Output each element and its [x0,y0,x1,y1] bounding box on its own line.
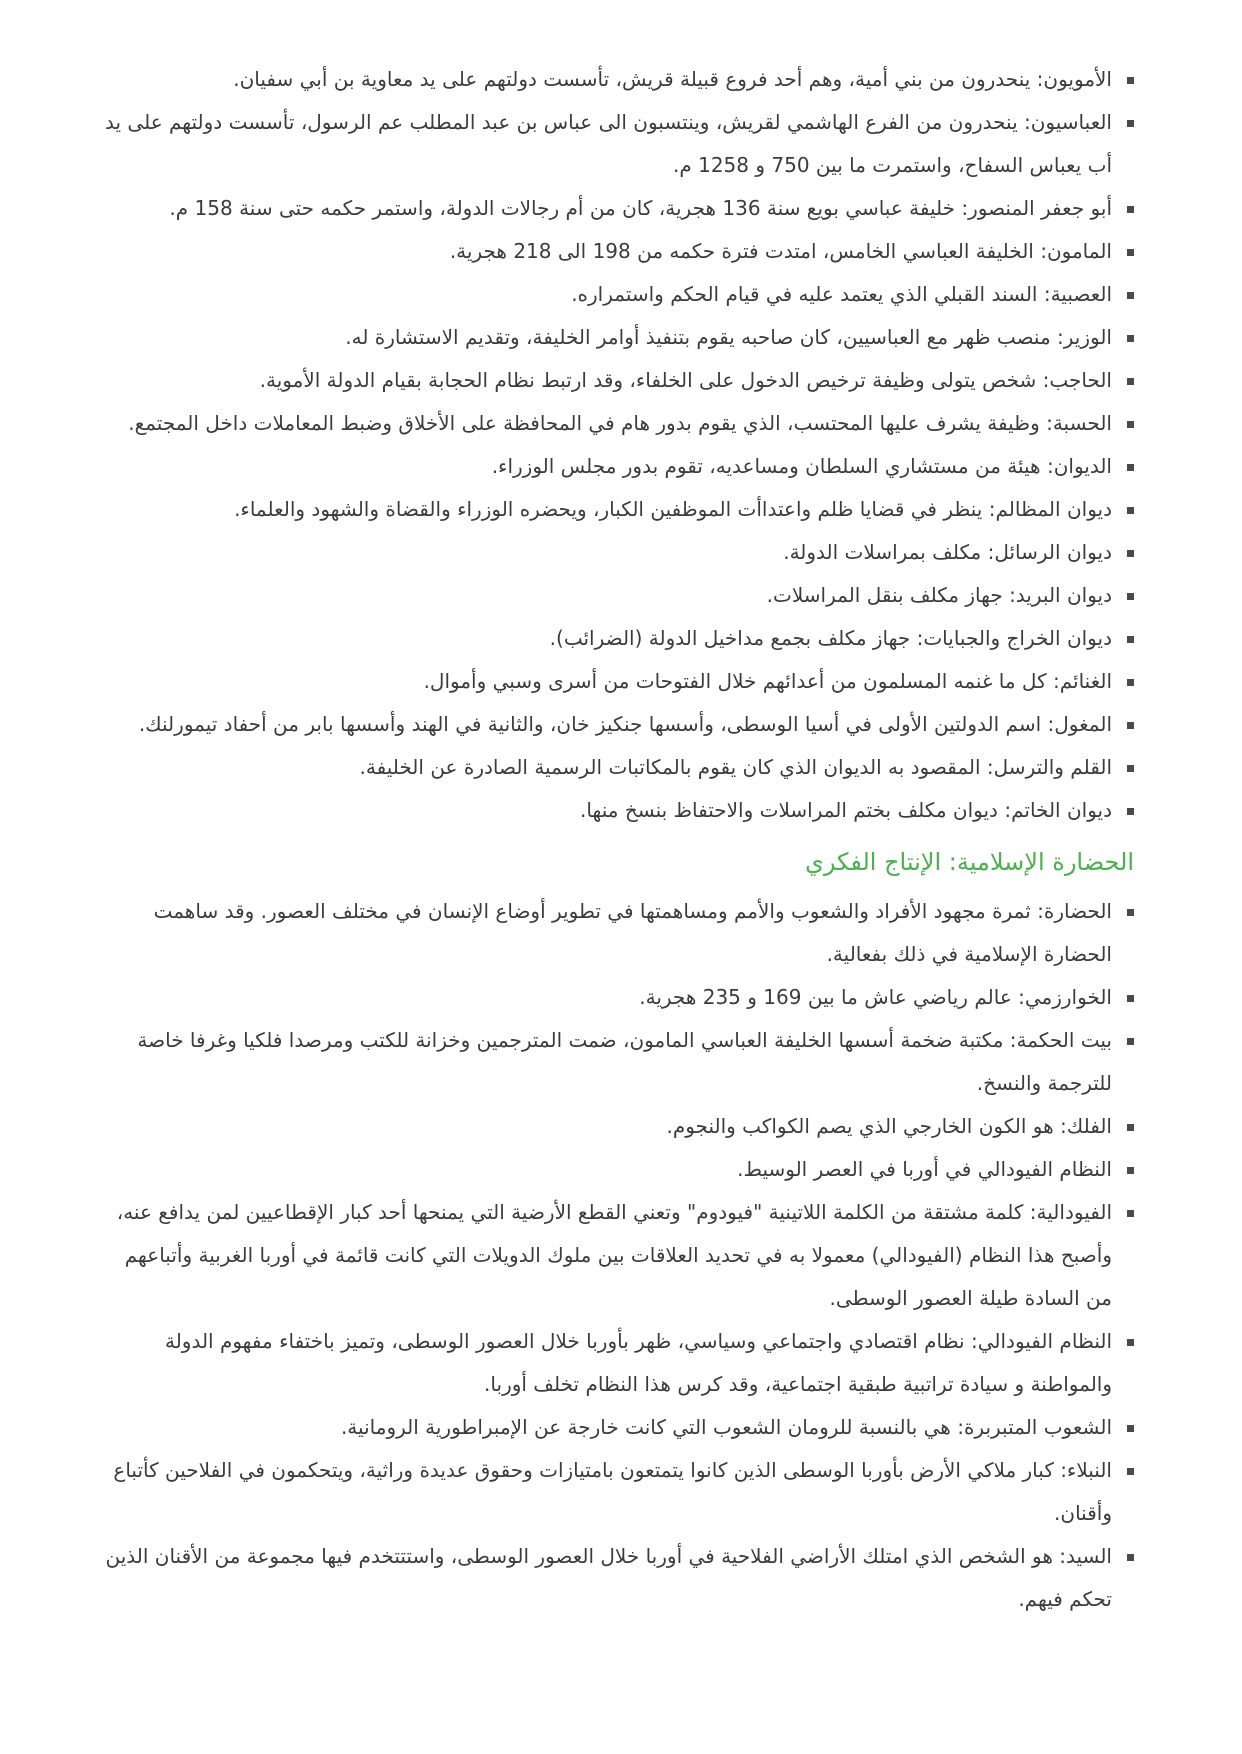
list-item-text: الحضارة: ثمرة مجهود الأفراد والشعوب والأمم ومساهمتها في تطوير أوضاع الإنسان في مختلف العصور. وقد ساهمت الحضارة الإسلامية في ذلك بفعالية. [153,899,1112,966]
list-item [94,187,1134,230]
list-item [94,531,1134,574]
square-bullet-icon [1127,1468,1134,1475]
list-item-text: ديوان المظالم: ينظر في قضايا ظلم واعتداأت الموظفين الكبار، ويحضره الوزراء والقضاة والشهود والعلماء. [234,497,1112,521]
list-item-text: ديوان الخاتم: ديوان مكلف بختم المراسلات والاحتفاظ بنسخ منها. [580,798,1112,822]
square-bullet-icon [1127,206,1134,213]
list-item [94,273,1134,316]
square-bullet-icon [1127,378,1134,385]
list-item-text: الفيودالية: كلمة مشتقة من الكلمة اللاتينية "فيودوم" وتعني القطع الأرضية التي يمنحها أحد كبار الإقطاعيين لمن يدافع عنه، وأصبح هذا النظام (الفيودالي) معمولا به في تحديد العلاقات بين ملوك الدويلات التي كانت قائمة في أوربا الغربية وأتباعهم من السادة طيلة العصور الوسطى. [116,1200,1112,1310]
list-item [94,316,1134,359]
list-item-text: الغنائم: كل ما غنمه المسلمون من أعدائهم خلال الفتوحات من أسرى وسبي وأموال. [423,669,1112,693]
square-bullet-icon [1127,1210,1134,1217]
square-bullet-icon [1127,765,1134,772]
list-item-text: النظام الفيودالي: نظام اقتصادي واجتماعي وسياسي، ظهر بأوربا خلال العصور الوسطى، وتميز باختفاء مفهوم الدولة والمواطنة و سيادة تراتبية طبقية اجتماعية، وقد كرس هذا النظام تخلف أوربا. [164,1329,1112,1396]
list-item-text: الفلك: هو الكون الخارجي الذي يصم الكواكب والنجوم. [666,1114,1112,1138]
square-bullet-icon [1127,1038,1134,1045]
list-item [94,1320,1134,1406]
square-bullet-icon [1127,636,1134,643]
square-bullet-icon [1127,550,1134,557]
square-bullet-icon [1127,995,1134,1002]
square-bullet-icon [1127,464,1134,471]
list-item-text: الأمويون: ينحدرون من بني أمية، وهم أحد فروع قبيلة قريش، تأسست دولتهم على يد معاوية بن أبي سفيان. [233,67,1112,91]
list-item [94,58,1134,101]
list-item [94,402,1134,445]
square-bullet-icon [1127,1554,1134,1561]
list-item [94,1449,1134,1535]
list-item-text: ديوان الرسائل: مكلف بمراسلات الدولة. [783,540,1112,564]
list-item-text: ديوان الخراج والجبايات: جهاز مكلف بجمع مداخيل الدولة (الضرائب). [549,626,1112,650]
list-item [94,890,1134,976]
square-bullet-icon [1127,249,1134,256]
square-bullet-icon [1127,292,1134,299]
square-bullet-icon [1127,593,1134,600]
list-item [94,746,1134,789]
square-bullet-icon [1127,335,1134,342]
square-bullet-icon [1127,1425,1134,1432]
square-bullet-icon [1127,909,1134,916]
section-heading: الحضارة الإسلامية: الإنتاج الفكري [805,848,1134,876]
square-bullet-icon [1127,722,1134,729]
list-item [94,1406,1134,1449]
list-item-text: المامون: الخليفة العباسي الخامس، امتدت فترة حكمه من 198 الى 218 هجرية. [449,239,1112,263]
list-item [94,976,1134,1019]
list-item [94,445,1134,488]
square-bullet-icon [1127,77,1134,84]
list-item [94,1191,1134,1320]
list-item-text: الحاجب: شخص يتولى وظيفة ترخيص الدخول على الخلفاء، وقد ارتبط نظام الحجابة بقيام الدولة الأموية. [259,368,1112,392]
list-item-text: النظام الفيودالي في أوربا في العصر الوسيط. [737,1157,1112,1181]
list-item [94,230,1134,273]
square-bullet-icon [1127,679,1134,686]
list-item [94,1148,1134,1191]
list-item [94,617,1134,660]
list-item [94,359,1134,402]
list-item [94,1535,1134,1621]
list-item-text: الوزير: منصب ظهر مع العباسيين، كان صاحبه يقوم بتنفيذ أوامر الخليفة، وتقديم الاستشارة له. [345,325,1112,349]
list-item-text: بيت الحكمة: مكتبة ضخمة أسسها الخليفة العباسي المامون، ضمت المترجمين وخزانة للكتب ومرصدا فلكيا وغرفا خاصة للترجمة والنسخ. [137,1028,1112,1095]
glossary-list-civilization [94,890,1134,1621]
list-item [94,789,1134,832]
document-page [94,58,1134,1621]
square-bullet-icon [1127,808,1134,815]
square-bullet-icon [1127,1339,1134,1346]
list-item-text: الخوارزمي: عالم رياضي عاش ما بين 169 و 235 هجرية. [639,985,1112,1009]
list-item-text: السيد: هو الشخص الذي امتلك الأراضي الفلاحية في أوربا خلال العصور الوسطى، واستتتخدم فيها مجموعة من الأقنان الذين تحكم فيهم. [105,1544,1112,1611]
list-item-text: القلم والترسل: المقصود به الديوان الذي كان يقوم بالمكاتبات الرسمية الصادرة عن الخليفة. [359,755,1112,779]
list-item [94,101,1134,187]
list-item-text: ديوان البريد: جهاز مكلف بنقل المراسلات. [766,583,1112,607]
list-item-text: أبو جعفر المنصور: خليفة عباسي بويع سنة 136 هجرية، كان من أم رجالات الدولة، واستمر حكمه حتى سنة 158 م. [169,196,1112,220]
square-bullet-icon [1127,507,1134,514]
square-bullet-icon [1127,1124,1134,1131]
list-item-text: العصبية: السند القبلي الذي يعتمد عليه في قيام الحكم واستمراره. [571,282,1112,306]
list-item [94,660,1134,703]
list-item [94,1105,1134,1148]
list-item [94,574,1134,617]
glossary-list-states [94,58,1134,832]
square-bullet-icon [1127,120,1134,127]
list-item-text: العباسيون: ينحدرون من الفرع الهاشمي لقريش، وينتسبون الى عباس بن عبد المطلب عم الرسول، تأسست دولتهم على يد أب يعباس السفاح، واستمرت ما بين 750 و 1258 م. [104,110,1112,177]
list-item [94,1019,1134,1105]
square-bullet-icon [1127,1167,1134,1174]
list-item-text: المغول: اسم الدولتين الأولى في أسيا الوسطى، وأسسها جنكيز خان، والثانية في الهند وأسسها بابر من أحفاد تيمورلنك. [138,712,1112,736]
list-item-text: الديوان: هيئة من مستشاري السلطان ومساعديه، تقوم بدور مجلس الوزراء. [491,454,1112,478]
square-bullet-icon [1127,421,1134,428]
list-item-text: الشعوب المتبربرة: هي بالنسبة للرومان الشعوب التي كانت خارجة عن الإمبراطورية الرومانية. [340,1415,1112,1439]
list-item [94,488,1134,531]
list-item-text: الحسبة: وظيفة يشرف عليها المحتسب، الذي يقوم بدور هام في المحافظة على الأخلاق وضبط المعاملات داخل المجتمع. [128,411,1112,435]
list-item-text: النبلاء: كبار ملاكي الأرض بأوربا الوسطى الذين كانوا يتمتعون بامتيازات وحقوق عديدة وراثية، ويتحكمون في الفلاحين كأتباع وأقنان. [113,1458,1112,1525]
list-item [94,703,1134,746]
